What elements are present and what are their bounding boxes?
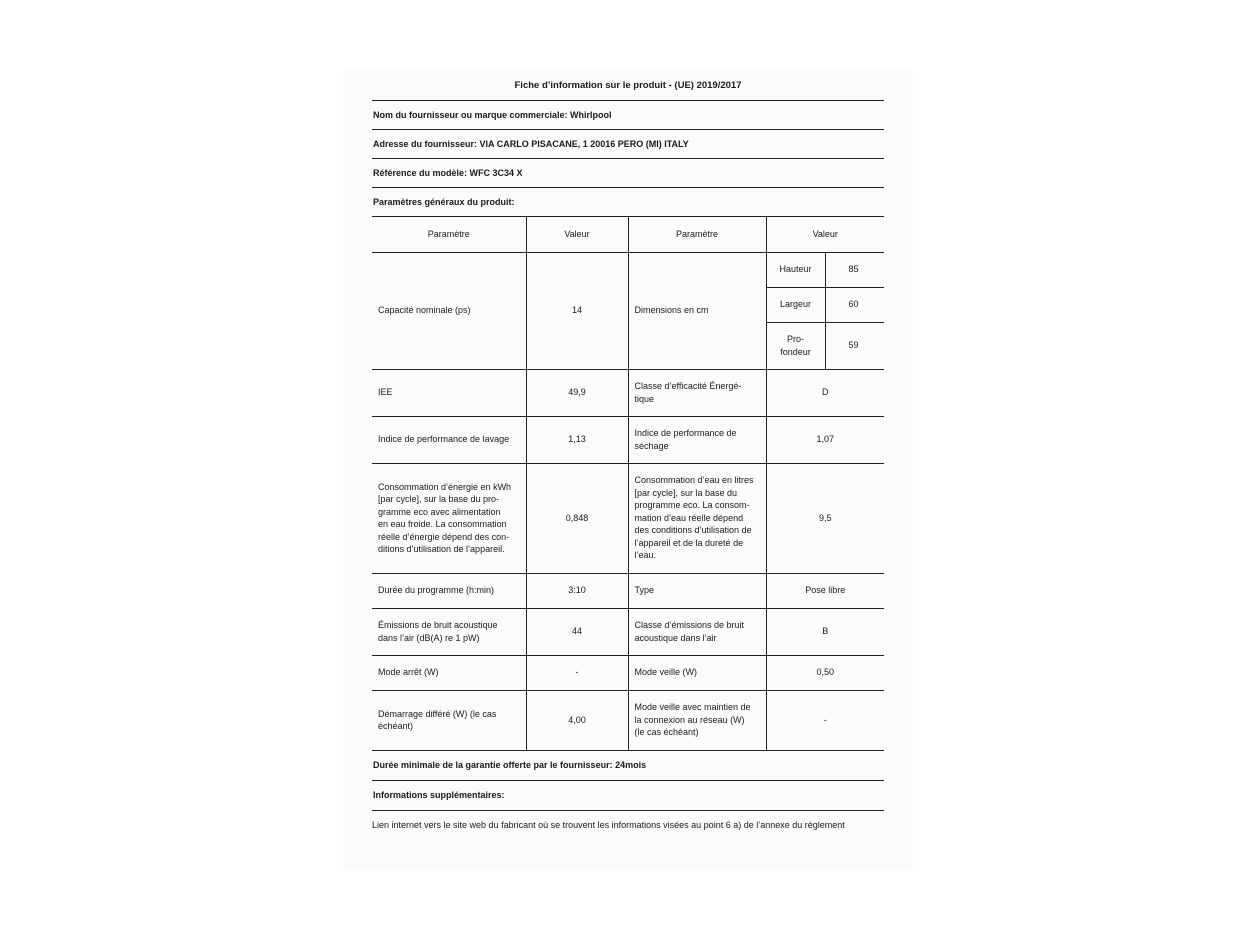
parameter-label: IEE (372, 369, 526, 416)
parameter-label: Démarrage différé (W) (le cas échéant) (372, 690, 526, 750)
header-value: Valeur (526, 217, 628, 252)
parameter-label: Indice de performance de séchage (628, 416, 766, 463)
parameter-value: - (766, 690, 884, 750)
model-reference: Référence du modèle: WFC 3C34 X (372, 159, 884, 188)
parameter-label: Indice de performance de lavage (372, 416, 526, 463)
depth-value: 59 (825, 322, 884, 369)
parameter-value: - (526, 655, 628, 690)
parameter-label: Type (628, 573, 766, 608)
width-value: 60 (825, 287, 884, 322)
depth-label: Pro- fondeur (766, 322, 825, 369)
supplier-address: Adresse du fournisseur: VIA CARLO PISACANE, 1 20016 PERO (MI) ITALY (372, 130, 884, 159)
product-information-sheet (372, 72, 884, 839)
height-label: Hauteur (766, 252, 825, 287)
parameter-value: 0,50 (766, 655, 884, 690)
header-parameter: Paramètre (628, 217, 766, 252)
parameter-value: 1,07 (766, 416, 884, 463)
parameter-value: 44 (526, 608, 628, 655)
parameter-value: 4,00 (526, 690, 628, 750)
parameter-label: Mode arrêt (W) (372, 655, 526, 690)
capacity-label: Capacité nominale (ps) (372, 252, 526, 369)
width-label: Largeur (766, 287, 825, 322)
parameter-label: Émissions de bruit acoustique dans l’air (dB(A) re 1 pW) (372, 608, 526, 655)
supplier-name: Nom du fournisseur ou marque commerciale: Whirlpool (372, 101, 884, 130)
general-parameters-heading: Paramètres généraux du produit: (372, 188, 884, 217)
header-parameter: Paramètre (372, 217, 526, 252)
parameter-label: Classe d’émissions de bruit acoustique dans l’air (628, 608, 766, 655)
parameter-value: 1,13 (526, 416, 628, 463)
parameter-label: Durée du programme (h:min) (372, 573, 526, 608)
parameter-value: 3:10 (526, 573, 628, 608)
parameter-label: Mode veille avec maintien de la connexion au réseau (W) (le cas échéant) (628, 690, 766, 750)
manufacturer-weblink-text: Lien internet vers le site web du fabricant où se trouvent les informations visées au point 6 a) de l’annexe du règlement (372, 819, 845, 830)
table-header-row (372, 217, 884, 252)
parameter-value: 0,848 (526, 463, 628, 573)
parameter-value: B (766, 608, 884, 655)
table-row (372, 416, 884, 463)
parameter-label: Mode veille (W) (628, 655, 766, 690)
table-row (372, 252, 884, 287)
table-row (372, 369, 884, 416)
header-value: Valeur (766, 217, 884, 252)
parameter-label: Consommation d’énergie en kWh [par cycle], sur la base du pro- gramme eco avec alimentation en eau froide. La consommation réelle d’énergie dépend des con- ditions d’utilisation de l’appareil. (372, 463, 526, 573)
table-row (372, 690, 884, 750)
table-row (372, 608, 884, 655)
warranty-duration: Durée minimale de la garantie offerte par le fournisseur: 24mois (372, 751, 884, 781)
additional-information-heading: Informations supplémentaires: (372, 781, 884, 811)
table-row (372, 573, 884, 608)
height-value: 85 (825, 252, 884, 287)
parameter-value: Pose libre (766, 573, 884, 608)
parameter-value: 9,5 (766, 463, 884, 573)
parameter-label: Classe d’efficacité Énergé- tique (628, 369, 766, 416)
table-row (372, 655, 884, 690)
parameter-value: 49,9 (526, 369, 628, 416)
dimensions-label: Dimensions en cm (628, 252, 766, 369)
parameter-label: Consommation d’eau en litres [par cycle], sur la base du programme eco. La consom- mation d’eau réelle dépend des conditions d’utilisation de l’appareil et de la dureté de l’eau. (628, 463, 766, 573)
parameters-table (372, 217, 884, 751)
table-row (372, 463, 884, 573)
capacity-value: 14 (526, 252, 628, 369)
sheet-title: Fiche d’information sur le produit - (UE) 2019/2017 (372, 72, 884, 101)
parameter-value: D (766, 369, 884, 416)
